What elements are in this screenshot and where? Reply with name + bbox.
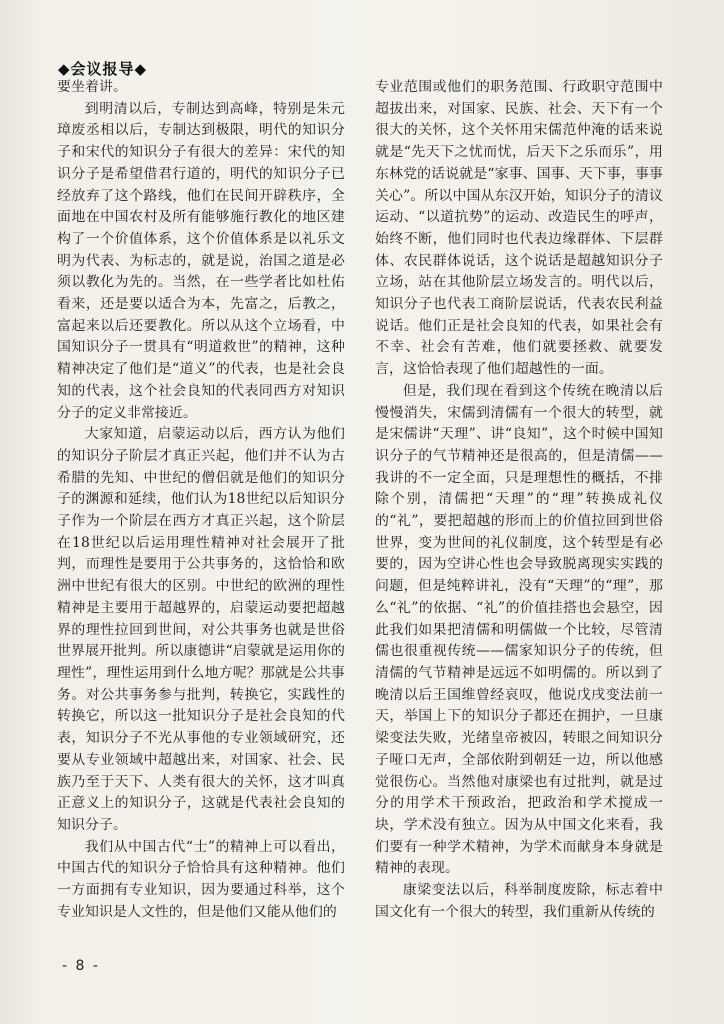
right-column <box>375 77 663 923</box>
section-header: ◆会议报导◆ <box>58 60 148 78</box>
paragraph: 要坐着讲。 <box>57 79 127 95</box>
left-column <box>57 77 345 923</box>
paragraph: 康梁变法以后，科举制度废除，标志着中国文化有一个很大的转型，我们重新从传统的 <box>375 882 663 920</box>
paragraph: 但是，我们现在看到这个传统在晚清以后慢慢消失，宋儒到清儒有一个很大的转型，就是宋儒讲“天理”、讲“良知”，这个时候中国知识分子的气节精神还是很高的，但是清儒——我讲的不一定全面，只是理想性的概括，不排除个别，清儒把“天理”的“理”转换成礼仪的“礼”，要把超越的形而上的价值拉回到世俗世界，变为世间的礼仪制度，这个转型是有必要的，因为空讲心性也会导致脱离现实实践的问题，但是纯粹讲礼，没有“天理”的“理”，那么“礼”的依据、“礼”的价值挂搭也会悬空，因此我们如果把清儒和明儒做一个比较，尽管清儒也很重视传统——儒家知识分子的传统，但清儒的气节精神是远远不如明儒的。所以到了晚清以后王国维曾经哀叹，他说戊戌变法前一天，举国上下的知识分子都还在拥护，一旦康梁变法失败，光绪皇帝被囚，转眼之间知识分子哑口无声，全部依附到朝廷一边，所以他感觉很伤心。当然他对康梁也有过批判，就是过分的用学术干预政治，把政治和学术搅成一块，学术没有独立。因为从中国文化来看，我们要有一种学术精神，为学术而献身本身就是精神的表现。 <box>375 382 663 877</box>
paragraph: 大家知道，启蒙运动以后，西方认为他们的知识分子阶层才真正兴起，他们并不认为古希腊的先知、中世纪的僧侣就是他们的知识分子的渊源和延续，他们认为18世纪以后知识分子作为一个阶层在西方才真正兴起，这个阶层在18世纪以后运用理性精神对社会展开了批判，而理性是要用于公共事务的，这恰恰和欧洲中世纪有很大的区别。中世纪的欧洲的理性精神是主要用于超越界的，启蒙运动要把超越界的理性拉回到世间，对公共事务也就是世俗世界展开批判。所以康德讲“启蒙就是运用你的理性”，理性运用到什么地方呢？那就是公共事务。对公共事务参与批判，转换它，实践性的转换它，所以这一批知识分子是社会良知的代表，知识分子不光从事他的专业领域研究，还要从专业领域中超越出来，对国家、社会、民族乃至于天下、人类有很大的关怀，这才叫真正意义上的知识分子，这就是代表社会良知的知识分子。 <box>57 426 345 833</box>
page-number: - 8 - <box>62 958 100 974</box>
paragraph: 到明清以后，专制达到高峰，特别是朱元璋废丞相以后，专制达到极限，明代的知识分子和宋代的知识分子有很大的差异：宋代的知识分子是希望借君行道的，明代的知识分子已经放弃了这个路线，他们在民间开辟秩序，全面地在中国农村及所有能够施行教化的地区建构了一个价值体系，这个价值体系是以礼乐文明为代表、为标志的，就是说，治国之道是必须以教化为先的。当然，在一些学者比如杜佑看来，还是要以适合为本，先富之，后教之，富起来以后还要教化。所以从这个立场看，中国知识分子一贯具有“明道救世”的精神，这种精神决定了他们是“道义”的代表，也是社会良知的代表，这个社会良知的代表同西方对知识分子的定义非常接近。 <box>57 100 345 421</box>
paragraph: 专业范围或他们的职务范围、行政职守范围中超拔出来，对国家、民族、社会、天下有一个很大的关怀，这个关怀用宋儒范仲淹的话来说就是“先天下之忧而忧，后天下之乐而乐”，用东林党的话说就是“家事、国事、天下事，事事关心”。所以中国从东汉开始，知识分子的清议运动、“以道抗势”的运动、改造民生的呼声，始终不断，他们同时也代表边缘群体、下层群体、农民群体说话，这个说话是超越知识分子立场，站在其他阶层立场发言的。明代以后，知识分子也代表工商阶层说话，代表农民利益说话。他们正是社会良知的代表，如果社会有不幸、社会有苦难，他们就要拯救、就要发言，这恰恰表现了他们超越性的一面。 <box>375 79 663 378</box>
paragraph: 我们从中国古代“士”的精神上可以看出，中国古代的知识分子恰恰具有这种精神。他们一方面拥有专业知识，因为要通过科举，这个专业知识是人文性的，但是他们又能从他们的 <box>57 838 345 920</box>
